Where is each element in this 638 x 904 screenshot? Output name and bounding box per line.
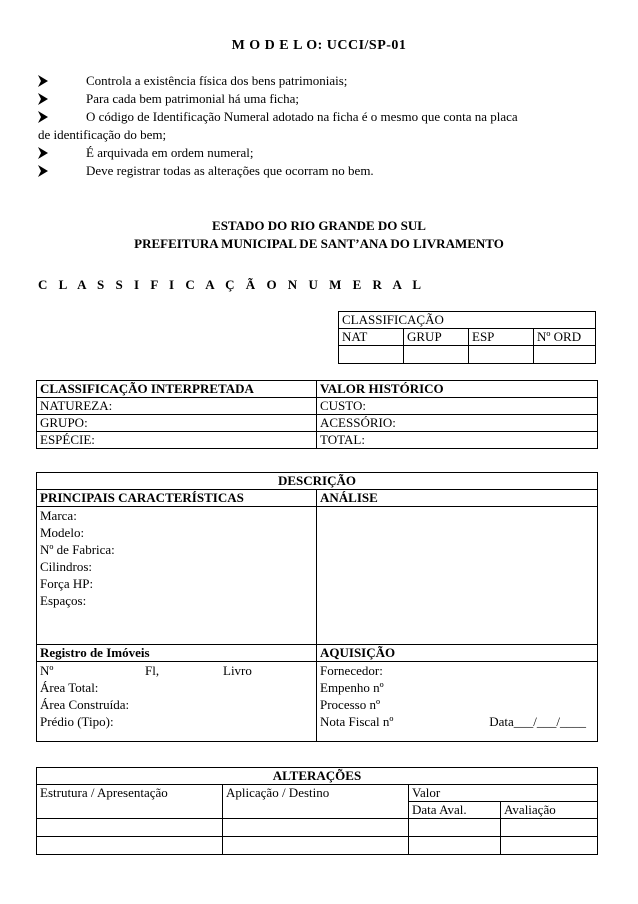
classificacao-box xyxy=(338,311,596,364)
registro-fields xyxy=(37,662,317,742)
table-cell[interactable] xyxy=(37,819,223,837)
arrow-bullet-icon xyxy=(38,165,48,177)
valor-header: VALOR HISTÓRICO xyxy=(317,381,598,398)
marca-field[interactable]: Marca: xyxy=(40,508,77,523)
bullet-item: Para cada bem patrimonial há uma ficha; xyxy=(38,90,598,108)
aquisicao-fields xyxy=(317,662,598,742)
fornecedor-field[interactable]: Fornecedor: xyxy=(320,663,383,678)
table-cell[interactable] xyxy=(37,837,223,855)
modelo-field[interactable]: Modelo: xyxy=(40,525,85,540)
especie-field[interactable]: ESPÉCIE: xyxy=(37,432,317,449)
table-cell[interactable] xyxy=(223,837,409,855)
arrow-bullet-icon xyxy=(38,147,48,159)
fabrica-field[interactable]: Nº de Fabrica: xyxy=(40,542,115,557)
grupo-field[interactable]: GRUPO: xyxy=(37,415,317,432)
cell-nat-value[interactable] xyxy=(339,346,404,364)
data-aval-header: Data Aval. xyxy=(409,802,501,819)
nota-fiscal-field[interactable]: Nota Fiscal nº xyxy=(320,714,394,729)
cell-grup-value[interactable] xyxy=(404,346,469,364)
caracteristicas-fields xyxy=(37,507,317,645)
bullet-item: Controla a existência física dos bens patrimoniais; xyxy=(38,72,598,90)
registro-line xyxy=(40,662,313,679)
arrow-bullet-icon xyxy=(38,111,48,123)
classificacao-title: CLASSIFICAÇÃO xyxy=(339,312,596,329)
estrutura-header: Estrutura / Apresentação xyxy=(37,785,223,819)
forca-hp-field[interactable]: Força HP: xyxy=(40,576,94,591)
valor-col-header: Valor xyxy=(409,785,598,802)
caracteristicas-header: PRINCIPAIS CARACTERÍSTICAS xyxy=(37,490,317,507)
table-cell[interactable] xyxy=(501,819,598,837)
table-cell[interactable] xyxy=(501,837,598,855)
bullet-item: Deve registrar todas as alterações que ocorram no bem. xyxy=(38,162,598,180)
analise-area[interactable] xyxy=(317,507,598,645)
nota-fiscal-line xyxy=(320,713,594,730)
registro-numero-field[interactable]: Nº xyxy=(40,663,54,678)
analise-header: ANÁLISE xyxy=(317,490,598,507)
area-construida-field[interactable]: Área Construída: xyxy=(40,697,130,712)
state-heading: ESTADO DO RIO GRANDE DO SUL xyxy=(212,218,426,233)
table-cell[interactable] xyxy=(223,819,409,837)
aplicacao-header: Aplicação / Destino xyxy=(223,785,409,819)
registro-folha-field[interactable]: Fl, xyxy=(145,663,160,678)
empenho-field[interactable]: Empenho nº xyxy=(320,680,384,695)
registro-livro-field[interactable]: Livro xyxy=(223,663,252,678)
aquisicao-header: AQUISIÇÃO xyxy=(317,645,598,662)
classificacao-numeral-label: C L A S S I F I C A Ç Ã O N U M E R A L xyxy=(38,277,426,292)
alteracoes-title: ALTERAÇÕES xyxy=(37,768,598,785)
arrow-bullet-icon xyxy=(38,93,48,105)
descricao-title: DESCRIÇÃO xyxy=(37,473,598,490)
interp-header: CLASSIFICAÇÃO INTERPRETADA xyxy=(37,381,317,398)
col-nord: Nº ORD xyxy=(534,329,596,346)
bullet-continuation: de identificação do bem; xyxy=(38,127,167,142)
prefeitura-heading: PREFEITURA MUNICIPAL DE SANT’ANA DO LIVRAMENTO xyxy=(134,236,504,251)
cilindros-field[interactable]: Cilindros: xyxy=(40,559,93,574)
table-cell[interactable] xyxy=(409,837,501,855)
acessorio-field[interactable]: ACESSÓRIO: xyxy=(317,415,598,432)
col-esp: ESP xyxy=(469,329,534,346)
alteracoes-table xyxy=(36,767,598,855)
data-field[interactable]: Data___/___/____ xyxy=(489,714,586,729)
predio-tipo-field[interactable]: Prédio (Tipo): xyxy=(40,714,114,729)
table-cell[interactable] xyxy=(409,819,501,837)
processo-field[interactable]: Processo nº xyxy=(320,697,380,712)
cell-nord-value[interactable] xyxy=(534,346,596,364)
espacos-field[interactable]: Espaços: xyxy=(40,593,87,608)
bullet-item: É arquivada em ordem numeral; xyxy=(38,144,598,162)
descricao-table xyxy=(36,472,598,742)
bullet-item: O código de Identificação Numeral adotado na ficha é o mesmo que conta na placa xyxy=(38,108,598,126)
col-nat: NAT xyxy=(339,329,404,346)
arrow-bullet-icon xyxy=(38,75,48,87)
avaliacao-header: Avaliação xyxy=(501,802,598,819)
document-title: M O D E L O: UCCI/SP-01 xyxy=(231,38,407,53)
area-total-field[interactable]: Área Total: xyxy=(40,680,99,695)
cell-esp-value[interactable] xyxy=(469,346,534,364)
col-grup: GRUP xyxy=(404,329,469,346)
bullet-list xyxy=(38,72,598,180)
registro-header: Registro de Imóveis xyxy=(37,645,317,662)
natureza-field[interactable]: NATUREZA: xyxy=(37,398,317,415)
total-field[interactable]: TOTAL: xyxy=(317,432,598,449)
interp-table xyxy=(36,380,598,449)
custo-field[interactable]: CUSTO: xyxy=(317,398,598,415)
